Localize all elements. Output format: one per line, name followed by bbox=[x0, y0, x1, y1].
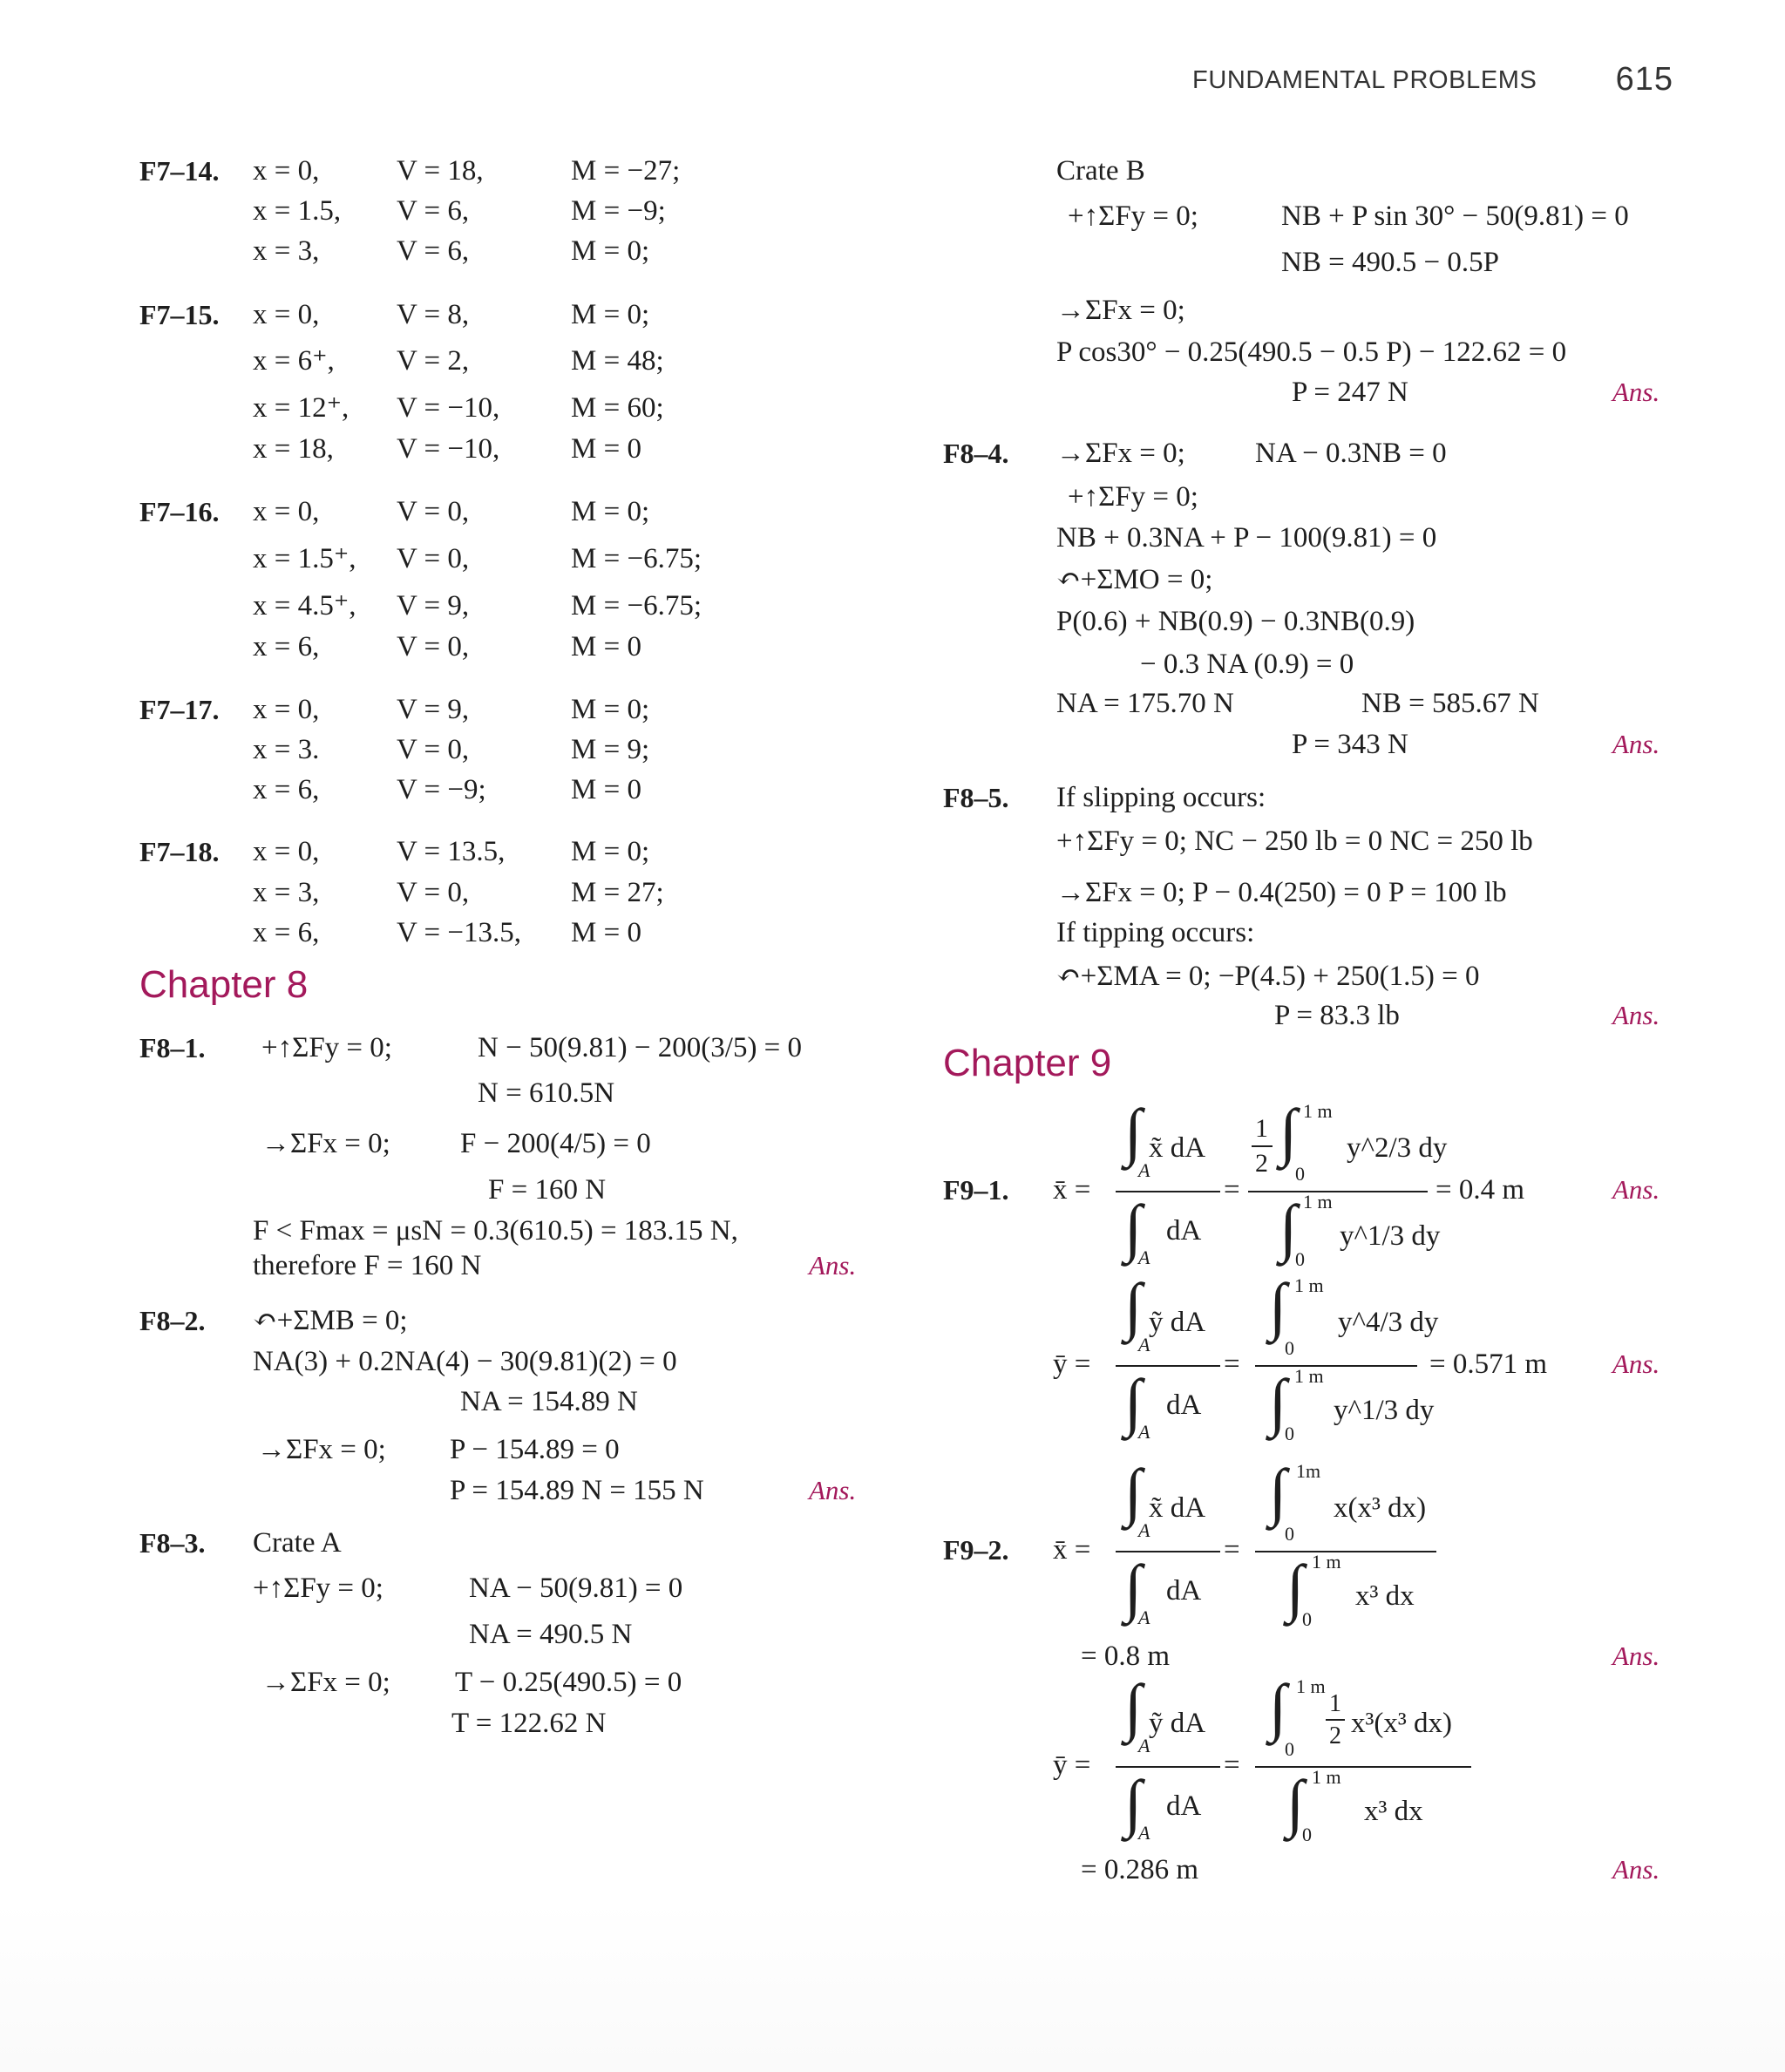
equation: +↑ΣFy = 0; NC − 250 lb = 0 NC = 250 lb bbox=[1056, 825, 1533, 857]
half-numerator: 1 bbox=[1329, 1690, 1341, 1717]
y-bar-symbol: ȳ = bbox=[1053, 1348, 1091, 1380]
equation-condition: →ΣFx = 0; bbox=[1056, 295, 1185, 326]
problem-label: F7–15. bbox=[139, 299, 220, 330]
v-value: V = −9; bbox=[397, 774, 486, 805]
integral-upper-limit: 1 m bbox=[1294, 1274, 1324, 1296]
x-bar-symbol: x̄ = bbox=[1053, 1174, 1091, 1206]
integral-sign: ∫ bbox=[1124, 1457, 1143, 1528]
integral-lower-limit: A bbox=[1138, 1421, 1150, 1443]
integral-lower-limit: A bbox=[1138, 1607, 1150, 1628]
problem-label: F8–5. bbox=[943, 782, 1009, 813]
equation-condition: +↑ΣFy = 0; bbox=[1068, 200, 1198, 232]
denominator: y^1/3 dy bbox=[1340, 1220, 1441, 1252]
x-value: x = 0, bbox=[253, 155, 320, 187]
v-value: V = 0, bbox=[397, 496, 470, 527]
page-number: 615 bbox=[1615, 61, 1673, 98]
integral-sign: ∫ bbox=[1124, 1672, 1143, 1743]
integral-lower-limit: A bbox=[1138, 1735, 1150, 1756]
equation-condition: →ΣFx = 0; bbox=[257, 1434, 386, 1465]
integral-lower-limit: A bbox=[1138, 1519, 1150, 1541]
equation-condition: →ΣFx = 0; bbox=[261, 1667, 390, 1698]
v-value: V = 18, bbox=[397, 155, 484, 187]
x-value: x = 6, bbox=[253, 917, 320, 948]
answer-marker: Ans. bbox=[1612, 1348, 1660, 1379]
integral-sign: ∫ bbox=[1279, 1097, 1298, 1168]
integral-sign: ∫ bbox=[1124, 1367, 1143, 1438]
integral-lower-limit: A bbox=[1138, 1159, 1150, 1181]
equation: P = 343 N bbox=[1292, 729, 1408, 760]
x-value: x = 1.5, bbox=[253, 195, 342, 227]
equation: NB = 585.67 N bbox=[1361, 688, 1539, 719]
equation: P = 247 N bbox=[1292, 377, 1408, 408]
v-value: V = 0, bbox=[397, 734, 470, 765]
x-value: x = 3, bbox=[253, 877, 320, 908]
x-value: x = 6, bbox=[253, 774, 320, 805]
equals-sign: = bbox=[1224, 1534, 1240, 1566]
v-value: V = 2, bbox=[397, 345, 470, 377]
running-title: FUNDAMENTAL PROBLEMS bbox=[1192, 66, 1537, 94]
equation: NA = 154.89 N bbox=[460, 1386, 638, 1417]
equation-condition: →ΣFx = 0; bbox=[261, 1128, 390, 1159]
equation: P cos30° − 0.25(490.5 − 0.5 P) − 122.62 = 0 bbox=[1056, 336, 1567, 368]
fraction-bar bbox=[1248, 1191, 1428, 1192]
equation: P = 83.3 lb bbox=[1274, 1000, 1400, 1031]
equation: F − 200(4/5) = 0 bbox=[460, 1128, 651, 1159]
m-value: M = −9; bbox=[571, 195, 666, 227]
equation: NA = 490.5 N bbox=[469, 1619, 633, 1650]
half-numerator: 1 bbox=[1255, 1114, 1268, 1143]
integral-sign: ∫ bbox=[1124, 1552, 1143, 1624]
equation: P = 154.89 N = 155 N bbox=[450, 1475, 704, 1506]
numerator: x³(x³ dx) bbox=[1351, 1708, 1453, 1739]
x-value: x = 18, bbox=[253, 433, 334, 465]
equation: →ΣFx = 0; P − 0.4(250) = 0 P = 100 lb bbox=[1056, 877, 1507, 908]
denominator: dA bbox=[1166, 1389, 1202, 1421]
numerator: ỹ dA bbox=[1149, 1708, 1206, 1739]
equation-condition: +↑ΣFy = 0; bbox=[253, 1573, 383, 1604]
half-denominator: 2 bbox=[1329, 1722, 1341, 1749]
integral-sign: ∫ bbox=[1269, 1457, 1287, 1528]
m-value: M = 0 bbox=[571, 631, 641, 662]
page-bottom-shade bbox=[0, 1900, 1785, 2072]
denominator: dA bbox=[1166, 1215, 1202, 1247]
m-value: M = 0; bbox=[571, 299, 650, 330]
answer-marker: Ans. bbox=[1612, 377, 1660, 407]
equation-condition: ↶+ΣMB = 0; bbox=[253, 1305, 408, 1336]
m-value: M = −6.75; bbox=[571, 543, 702, 574]
x-value: x = 0, bbox=[253, 694, 320, 725]
denominator: x³ dx bbox=[1355, 1580, 1415, 1612]
answer-marker: Ans. bbox=[1612, 1000, 1660, 1030]
integral-upper-limit: 1 m bbox=[1312, 1766, 1341, 1788]
integral-sign: ∫ bbox=[1269, 1672, 1287, 1743]
x-value: x = 0, bbox=[253, 836, 320, 867]
m-value: M = 0; bbox=[571, 694, 650, 725]
m-value: M = 0 bbox=[571, 917, 641, 948]
chapter-9-heading: Chapter 9 bbox=[943, 1042, 1112, 1084]
answer-marker: Ans. bbox=[1612, 1641, 1660, 1671]
equation-heading: If tipping occurs: bbox=[1056, 917, 1255, 948]
integral-sign: ∫ bbox=[1124, 1097, 1143, 1168]
problem-label: F7–16. bbox=[139, 496, 220, 527]
integral-sign: ∫ bbox=[1269, 1367, 1287, 1438]
answer-marker: Ans. bbox=[809, 1475, 857, 1505]
equation: NA = 175.70 N bbox=[1056, 688, 1234, 719]
denominator: dA bbox=[1166, 1790, 1202, 1822]
m-value: M = 0; bbox=[571, 235, 650, 267]
v-value: V = 9, bbox=[397, 694, 470, 725]
m-value: M = 27; bbox=[571, 877, 664, 908]
integral-upper-limit: 1m bbox=[1296, 1460, 1321, 1482]
x-value: x = 1.5⁺, bbox=[253, 543, 356, 574]
equals-sign: = bbox=[1224, 1348, 1240, 1380]
fraction-bar bbox=[1255, 1551, 1436, 1552]
x-value: x = 0, bbox=[253, 299, 320, 330]
v-value: V = 0, bbox=[397, 543, 470, 574]
m-value: M = 0; bbox=[571, 836, 650, 867]
problem-label: F9–2. bbox=[943, 1534, 1009, 1566]
x-value: x = 4.5⁺, bbox=[253, 590, 356, 622]
equation: N − 50(9.81) − 200(3/5) = 0 bbox=[478, 1032, 803, 1063]
m-value: M = −6.75; bbox=[571, 590, 702, 622]
equation: P − 154.89 = 0 bbox=[450, 1434, 620, 1465]
integral-sign: ∫ bbox=[1286, 1552, 1305, 1624]
integral-sign: ∫ bbox=[1286, 1768, 1305, 1839]
integral-lower-limit: 0 bbox=[1302, 1824, 1312, 1845]
m-value: M = 48; bbox=[571, 345, 664, 377]
integral-sign: ∫ bbox=[1124, 1271, 1143, 1342]
integral-lower-limit: 0 bbox=[1295, 1248, 1305, 1270]
equation: NB = 490.5 − 0.5P bbox=[1281, 247, 1499, 278]
integral-lower-limit: 0 bbox=[1302, 1608, 1312, 1630]
integral-sign: ∫ bbox=[1279, 1192, 1298, 1264]
integral-lower-limit: 0 bbox=[1295, 1163, 1305, 1185]
result: = 0.571 m bbox=[1429, 1348, 1548, 1380]
integral-lower-limit: A bbox=[1138, 1334, 1150, 1355]
x-value: x = 3, bbox=[253, 235, 320, 267]
equals-sign: = bbox=[1224, 1749, 1240, 1781]
v-value: V = 8, bbox=[397, 299, 470, 330]
equation: NA − 50(9.81) = 0 bbox=[469, 1573, 683, 1604]
numerator: x(x³ dx) bbox=[1334, 1492, 1427, 1524]
equation-condition: →ΣFx = 0; bbox=[1056, 438, 1185, 469]
v-value: V = 9, bbox=[397, 590, 470, 622]
m-value: M = 0 bbox=[571, 433, 641, 465]
integral-lower-limit: 0 bbox=[1285, 1423, 1294, 1444]
x-value: x = 0, bbox=[253, 496, 320, 527]
equation: T − 0.25(490.5) = 0 bbox=[455, 1667, 682, 1698]
equation: therefore F = 160 N bbox=[253, 1250, 482, 1281]
v-value: V = 13.5, bbox=[397, 836, 506, 867]
equation: T = 122.62 N bbox=[451, 1708, 607, 1739]
problem-label: F8–4. bbox=[943, 438, 1009, 469]
answer-marker: Ans. bbox=[1612, 729, 1660, 759]
integral-lower-limit: 0 bbox=[1285, 1337, 1294, 1359]
result: = 0.4 m bbox=[1435, 1174, 1525, 1206]
integral-lower-limit: 0 bbox=[1285, 1738, 1294, 1760]
equation: NB + P sin 30° − 50(9.81) = 0 bbox=[1281, 200, 1629, 232]
equation: NA(3) + 0.2NA(4) − 30(9.81)(2) = 0 bbox=[253, 1346, 677, 1377]
integral-sign: ∫ bbox=[1269, 1271, 1287, 1342]
equation: NA − 0.3NB = 0 bbox=[1255, 438, 1447, 469]
numerator: x̃ dA bbox=[1149, 1132, 1206, 1164]
numerator: ỹ dA bbox=[1149, 1307, 1206, 1338]
equation: ↶+ΣMA = 0; −P(4.5) + 250(1.5) = 0 bbox=[1056, 961, 1480, 992]
integral-lower-limit: A bbox=[1138, 1247, 1150, 1268]
equation: P(0.6) + NB(0.9) − 0.3NB(0.9) bbox=[1056, 606, 1415, 637]
x-value: x = 12⁺, bbox=[253, 392, 350, 424]
integral-upper-limit: 1 m bbox=[1294, 1365, 1324, 1387]
integral-upper-limit: 1 m bbox=[1303, 1100, 1333, 1122]
equation: F < Fmax = μsN = 0.3(610.5) = 183.15 N, bbox=[253, 1215, 738, 1247]
integral-upper-limit: 1 m bbox=[1312, 1551, 1341, 1573]
answer-marker: Ans. bbox=[809, 1250, 857, 1281]
integral-lower-limit: A bbox=[1138, 1822, 1150, 1844]
problem-label: F8–3. bbox=[139, 1527, 206, 1559]
equation-condition: +↑ΣFy = 0; bbox=[261, 1032, 392, 1063]
equation-heading: If slipping occurs: bbox=[1056, 782, 1266, 813]
half-denominator: 2 bbox=[1255, 1149, 1268, 1178]
problem-label: F7–14. bbox=[139, 155, 220, 187]
page-header bbox=[0, 61, 1785, 113]
integral-upper-limit: 1 m bbox=[1303, 1191, 1333, 1213]
answer-marker: Ans. bbox=[1612, 1854, 1660, 1885]
numerator: y^2/3 dy bbox=[1347, 1132, 1448, 1164]
y-bar-symbol: ȳ = bbox=[1053, 1749, 1091, 1781]
equation-condition: +↑ΣFy = 0; bbox=[1068, 481, 1198, 513]
v-value: V = −10, bbox=[397, 433, 500, 465]
x-bar-symbol: x̄ = bbox=[1053, 1534, 1091, 1566]
v-value: V = 0, bbox=[397, 877, 470, 908]
m-value: M = −27; bbox=[571, 155, 681, 187]
equation: NB + 0.3NA + P − 100(9.81) = 0 bbox=[1056, 522, 1437, 554]
equation: N = 610.5N bbox=[478, 1077, 615, 1109]
numerator: y^4/3 dy bbox=[1338, 1307, 1439, 1338]
equation-condition: ↶+ΣMO = 0; bbox=[1056, 564, 1213, 595]
result: = 0.286 m bbox=[1081, 1854, 1199, 1885]
equation-heading: Crate A bbox=[253, 1527, 342, 1559]
denominator: dA bbox=[1166, 1575, 1202, 1607]
problem-label: F7–18. bbox=[139, 836, 220, 867]
x-value: x = 6, bbox=[253, 631, 320, 662]
m-value: M = 60; bbox=[571, 392, 664, 424]
problem-label: F8–2. bbox=[139, 1305, 206, 1336]
numerator: x̃ dA bbox=[1149, 1492, 1206, 1524]
v-value: V = −10, bbox=[397, 392, 500, 424]
v-value: V = 6, bbox=[397, 235, 470, 267]
v-value: V = −13.5, bbox=[397, 917, 521, 948]
equation: − 0.3 NA (0.9) = 0 bbox=[1140, 649, 1354, 680]
answer-marker: Ans. bbox=[1612, 1174, 1660, 1205]
result: = 0.8 m bbox=[1081, 1641, 1171, 1672]
integral-sign: ∫ bbox=[1124, 1768, 1143, 1839]
problem-label: F7–17. bbox=[139, 694, 220, 725]
m-value: M = 9; bbox=[571, 734, 650, 765]
v-value: V = 0, bbox=[397, 631, 470, 662]
denominator: x³ dx bbox=[1364, 1796, 1423, 1827]
chapter-8-heading: Chapter 8 bbox=[139, 963, 309, 1006]
equation: F = 160 N bbox=[488, 1174, 607, 1206]
equation-heading: Crate B bbox=[1056, 155, 1145, 187]
equals-sign: = bbox=[1224, 1174, 1240, 1206]
problem-label: F9–1. bbox=[943, 1174, 1009, 1206]
x-value: x = 3. bbox=[253, 734, 320, 765]
m-value: M = 0 bbox=[571, 774, 641, 805]
integral-upper-limit: 1 m bbox=[1296, 1675, 1326, 1697]
x-value: x = 6⁺, bbox=[253, 345, 335, 377]
problem-label: F8–1. bbox=[139, 1032, 206, 1063]
v-value: V = 6, bbox=[397, 195, 470, 227]
denominator: y^1/3 dy bbox=[1334, 1395, 1435, 1426]
integral-lower-limit: 0 bbox=[1285, 1523, 1294, 1545]
integral-sign: ∫ bbox=[1124, 1192, 1143, 1264]
m-value: M = 0; bbox=[571, 496, 650, 527]
